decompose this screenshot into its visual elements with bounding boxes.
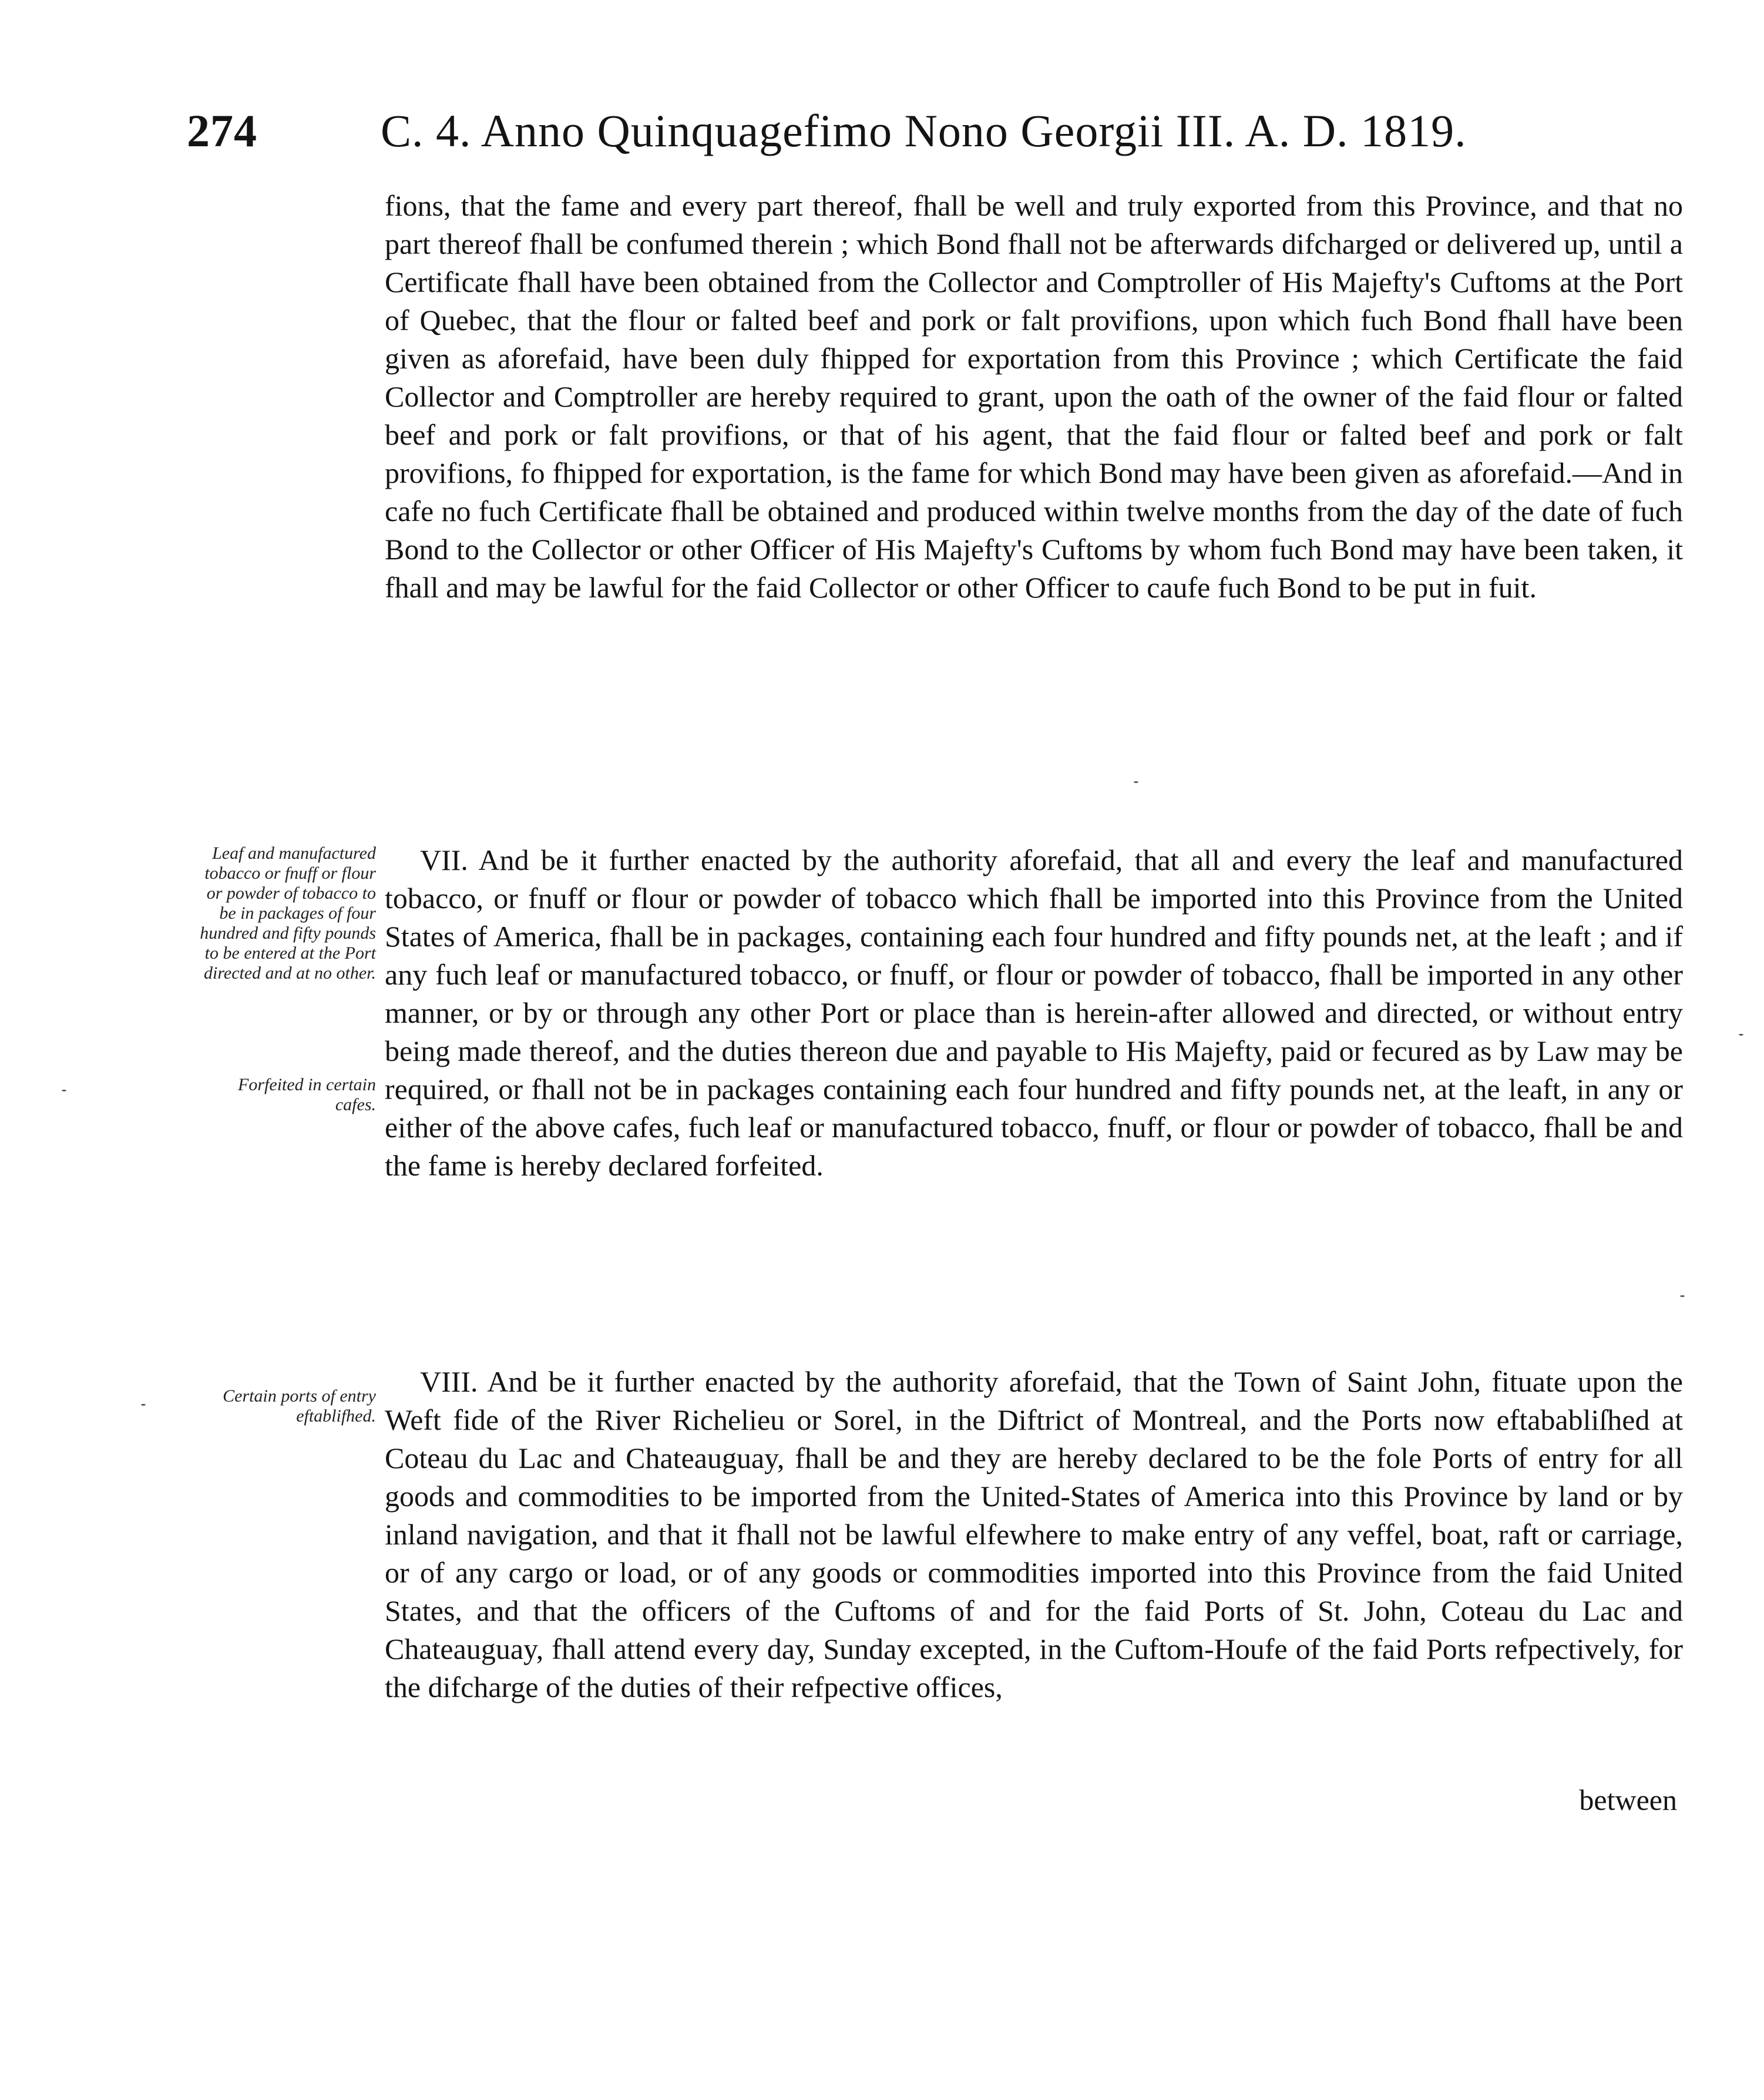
section-number: VIII. (420, 1365, 478, 1398)
margin-note-tobacco-packages: Leaf and manufactured tobacco or fnuff or flour or powder of tobacco to be in packages of four hundred and fifty pounds to be entered at the Port directed and at no other. (200, 844, 376, 983)
scan-speck (141, 1404, 146, 1406)
paragraph-text: And be it further enacted by the authority aforefaid, that all and every the leaf and manufactured tobacco, or fnuff or flour or powder of tobacco which fhall be imported into this Province from the United States of America, fhall be in packages, containing each four hundred and fifty pounds net, at the leaft ; and if any fuch leaf or manufactured tobacco, or fnuff, or flour or powder of tobacco, fhall be imported in any other manner, or by or through any other Port or place than is herein-after allowed and directed, or without entry being made thereof, and the duties thereon due and payable to His Majefty, paid or fecured as by Law may be required, or fhall not be in packages containing each four hundred and fifty pounds net, at the leaft, in any or either of the above cafes, fuch leaf or manufactured tobacco, fnuff, or flour or powder of tobacco, fhall be and the fame is hereby declared forfeited. (385, 844, 1683, 1182)
section-vii (385, 841, 1683, 1185)
margin-note-ports-of-entry: Certain ports of entry eftablifhed. (223, 1386, 376, 1426)
scan-speck (1134, 781, 1138, 783)
section-number: VII. (420, 844, 468, 876)
paragraph-continuation (385, 187, 1683, 607)
running-header (187, 99, 1702, 163)
paragraph-text: fions, that the fame and every part thereof, fhall be well and truly exported from this Province, and that no part thereof fhall be confumed therein ; which Bond fhall not be afterwards difcharged or delivered up, until a Certificate fhall have been obtained from the Collector and Comptroller of His Majefty's Cuftoms at the Port of Quebec, that the flour or falted beef and pork or falt provifions, upon which fuch Bond fhall have been given as aforefaid, have been duly fhipped for exportation from this Province ; which Certificate the faid Collector and Comptroller are hereby required to grant, upon the oath of the owner of the faid flour or falted beef and pork or falt provifions, or that of his agent, that the faid flour or falted beef and pork or falt provifions, fo fhipped for exportation, is the fame for which Bond may have been given as aforefaid.—And in cafe no fuch Certificate fhall be obtained and produced within twelve months from the day of the date of fuch Bond to the Collector or other Officer of His Majefty's Cuftoms by whom fuch Bond may have been taken, it fhall and may be lawful for the faid Collector or other Officer to caufe fuch Bond to be put in fuit. (385, 189, 1683, 604)
catchword: between (1579, 1783, 1677, 1816)
page-number: 274 (187, 105, 257, 156)
scan-speck (1739, 1034, 1743, 1036)
section-viii (385, 1363, 1683, 1706)
page-title: C. 4. Anno Quinquagefimo Nono Georgii III. A. D. 1819. (381, 105, 1467, 156)
scan-speck (62, 1090, 66, 1091)
margin-note-forfeited: Forfeited in certain cafes. (238, 1075, 376, 1114)
paragraph-text: And be it further enacted by the authority aforefaid, that the Town of Saint John, fituate upon the Weft fide of the River Richelieu or Sorel, in the Diftrict of Montreal, and the Ports now eftababliſhed at Coteau du Lac and Chateauguay, fhall be and they are hereby declared to be the fole Ports of entry for all goods and commodities to be imported from the United-States of America into this Province by land or by inland navigation, and that it fhall not be lawful elfewhere to make entry of any veffel, boat, raft or carriage, or of any cargo or load, or of any goods or commodities imported into this Province from the faid United States, and that the officers of the Cuftoms of and for the faid Ports of St. John, Coteau du Lac and Chateauguay, fhall attend every day, Sunday excepted, in the Cuftom-Houfe of the faid Ports refpectively, for the difcharge of the duties of their refpective offices, (385, 1365, 1683, 1703)
scan-speck (1680, 1295, 1685, 1297)
